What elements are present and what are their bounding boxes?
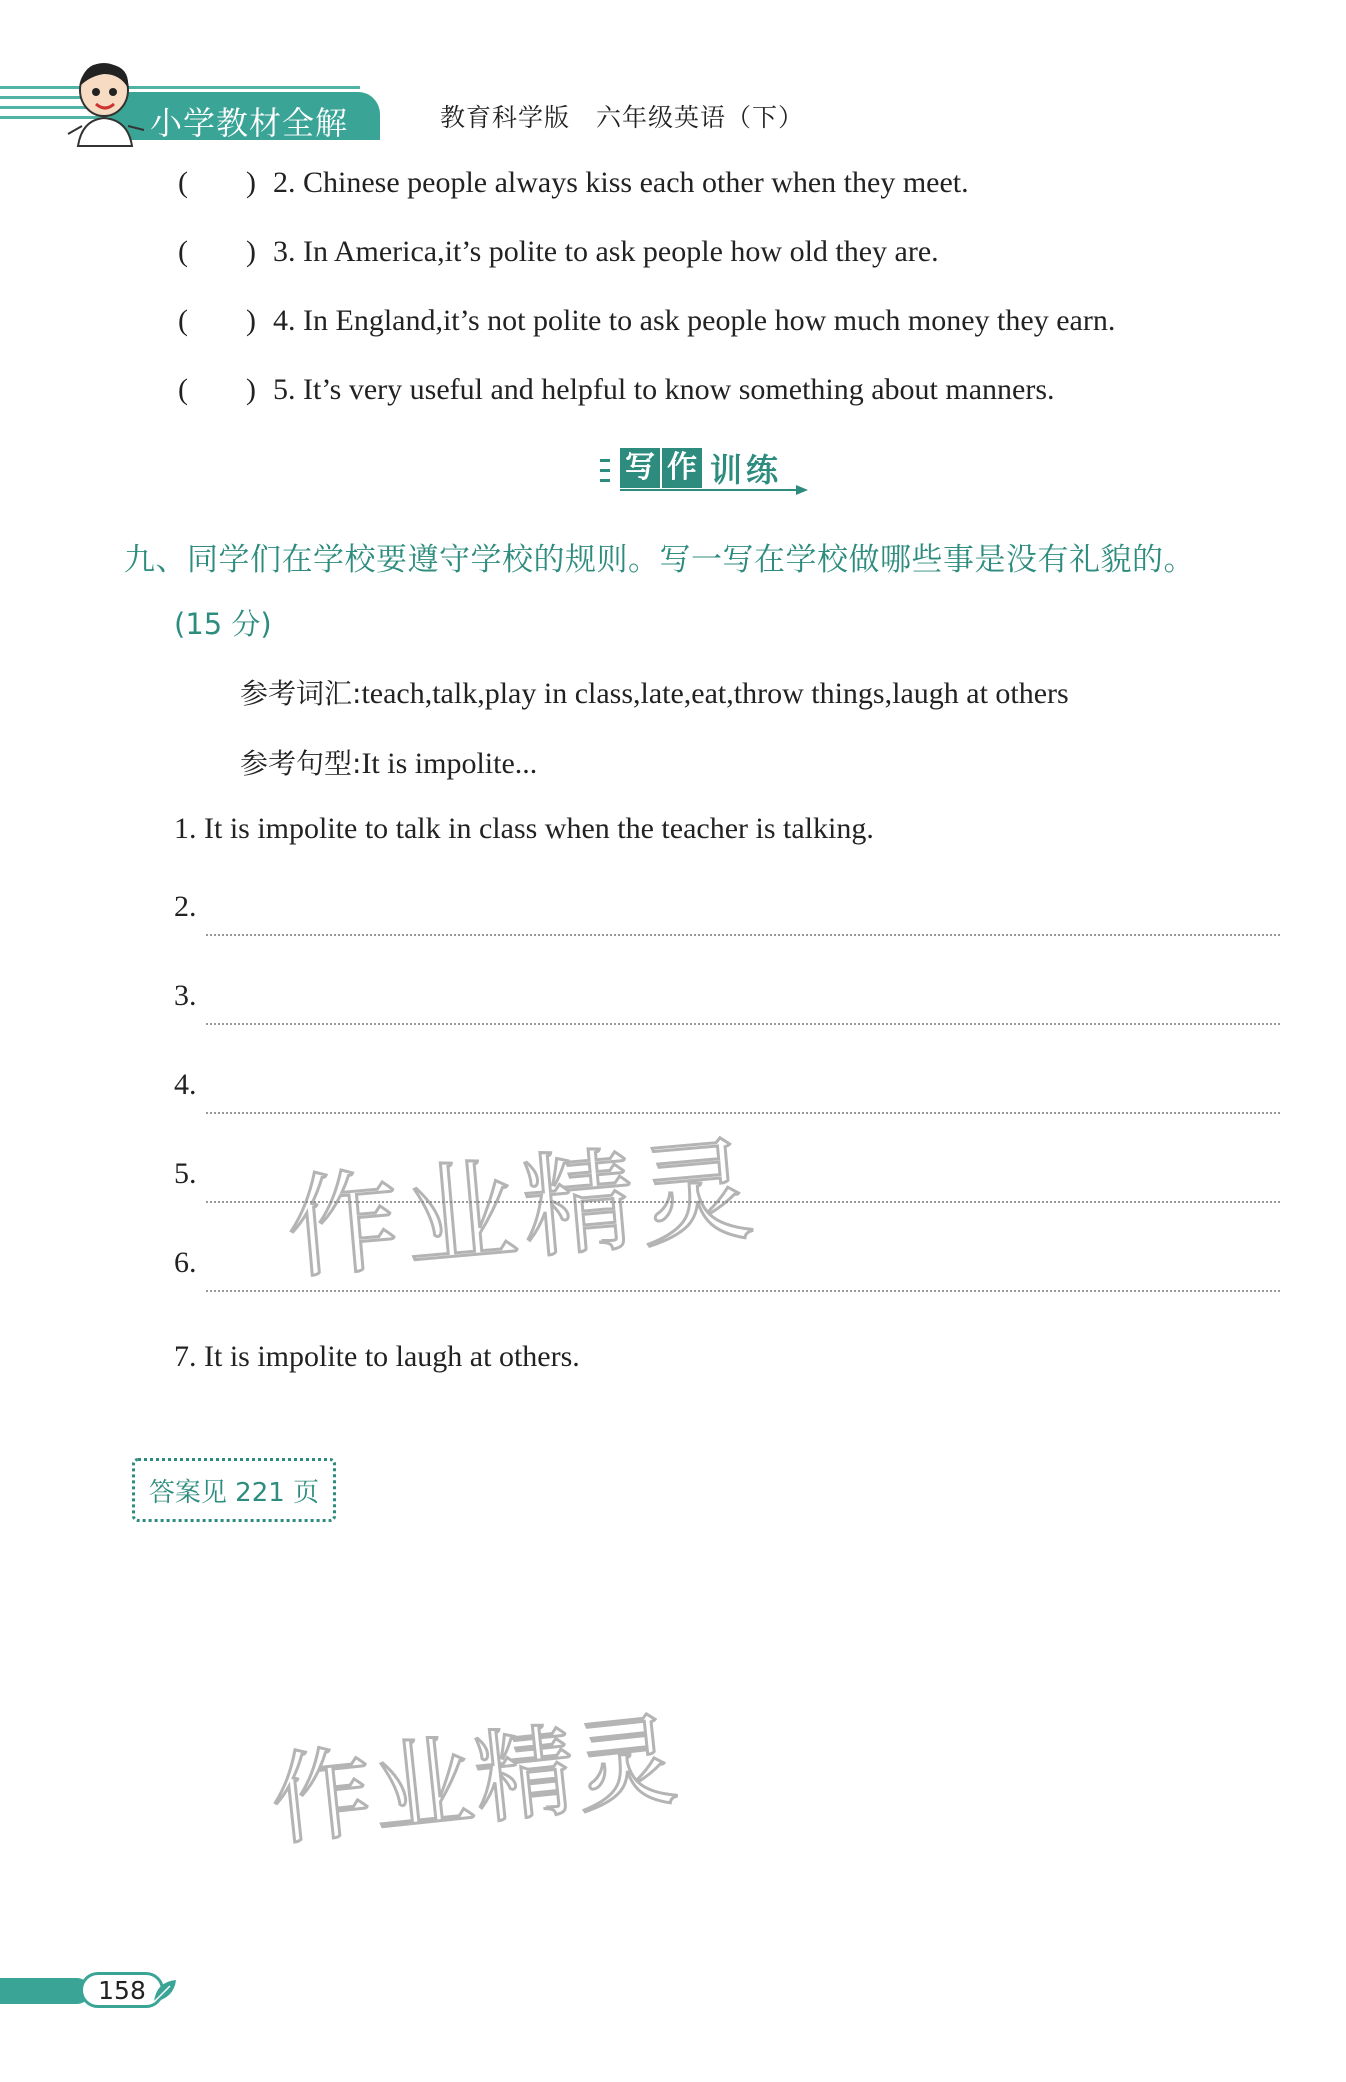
- answer-reference-text: 答案见 221 页: [148, 1477, 320, 1508]
- answer-line-2-blank[interactable]: [206, 934, 1280, 936]
- arrow-right-icon: [600, 484, 810, 496]
- reference-vocabulary-text: teach,talk,play in class,late,eat,throw things,laugh at others: [361, 677, 1069, 710]
- reference-pattern-label: 参考句型:: [240, 747, 362, 780]
- answer-line-6-number: 6.: [174, 1246, 197, 1279]
- answer-line-2-number: 2.: [174, 890, 197, 923]
- student-mascot-icon: [58, 56, 158, 152]
- tf-item: ( ) 3. In America,it’s polite to ask people how old they are.: [178, 235, 939, 268]
- header-brand-title: 小学教材全解: [150, 104, 349, 142]
- tf-item: ( ) 2. Chinese people always kiss each other when they meet.: [178, 166, 969, 199]
- question-9-score: (15 分): [174, 607, 272, 641]
- footer-bar: [0, 1978, 90, 2004]
- answer-line-1: 1. It is impolite to talk in class when the teacher is talking.: [174, 812, 874, 845]
- reference-vocabulary: [240, 672, 1069, 712]
- reference-pattern: [240, 742, 537, 782]
- reference-vocabulary-label: 参考词汇:: [240, 677, 362, 710]
- tf-item: ( ) 4. In England,it’s not polite to ask people how much money they earn.: [178, 304, 1116, 337]
- answer-line-5-number: 5.: [174, 1157, 197, 1190]
- answer-line-3-number: 3.: [174, 979, 197, 1012]
- badge-char: 写: [620, 448, 660, 488]
- answer-reference-box: [132, 1458, 336, 1522]
- badge-label: 训练: [710, 451, 783, 489]
- tf-item: ( ) 5. It’s very useful and helpful to know something about manners.: [178, 373, 1055, 406]
- answer-line-4-number: 4.: [174, 1068, 197, 1101]
- watermark: 作业精灵: [265, 1700, 684, 1860]
- answer-line-7: 7. It is impolite to laugh at others.: [174, 1340, 580, 1373]
- badge-char: 作: [662, 448, 702, 488]
- answer-line-3-blank[interactable]: [206, 1023, 1280, 1025]
- header-edition: 教育科学版 六年级英语（下）: [440, 103, 805, 132]
- watermark: 作业精灵: [282, 1124, 764, 1296]
- page-number: 158: [80, 1972, 164, 2008]
- leaf-icon: [150, 1976, 180, 2006]
- question-9-prompt: 九、同学们在学校要遵守学校的规则。写一写在学校做哪些事是没有礼貌的。: [124, 542, 1195, 578]
- reference-pattern-text: It is impolite...: [361, 747, 538, 780]
